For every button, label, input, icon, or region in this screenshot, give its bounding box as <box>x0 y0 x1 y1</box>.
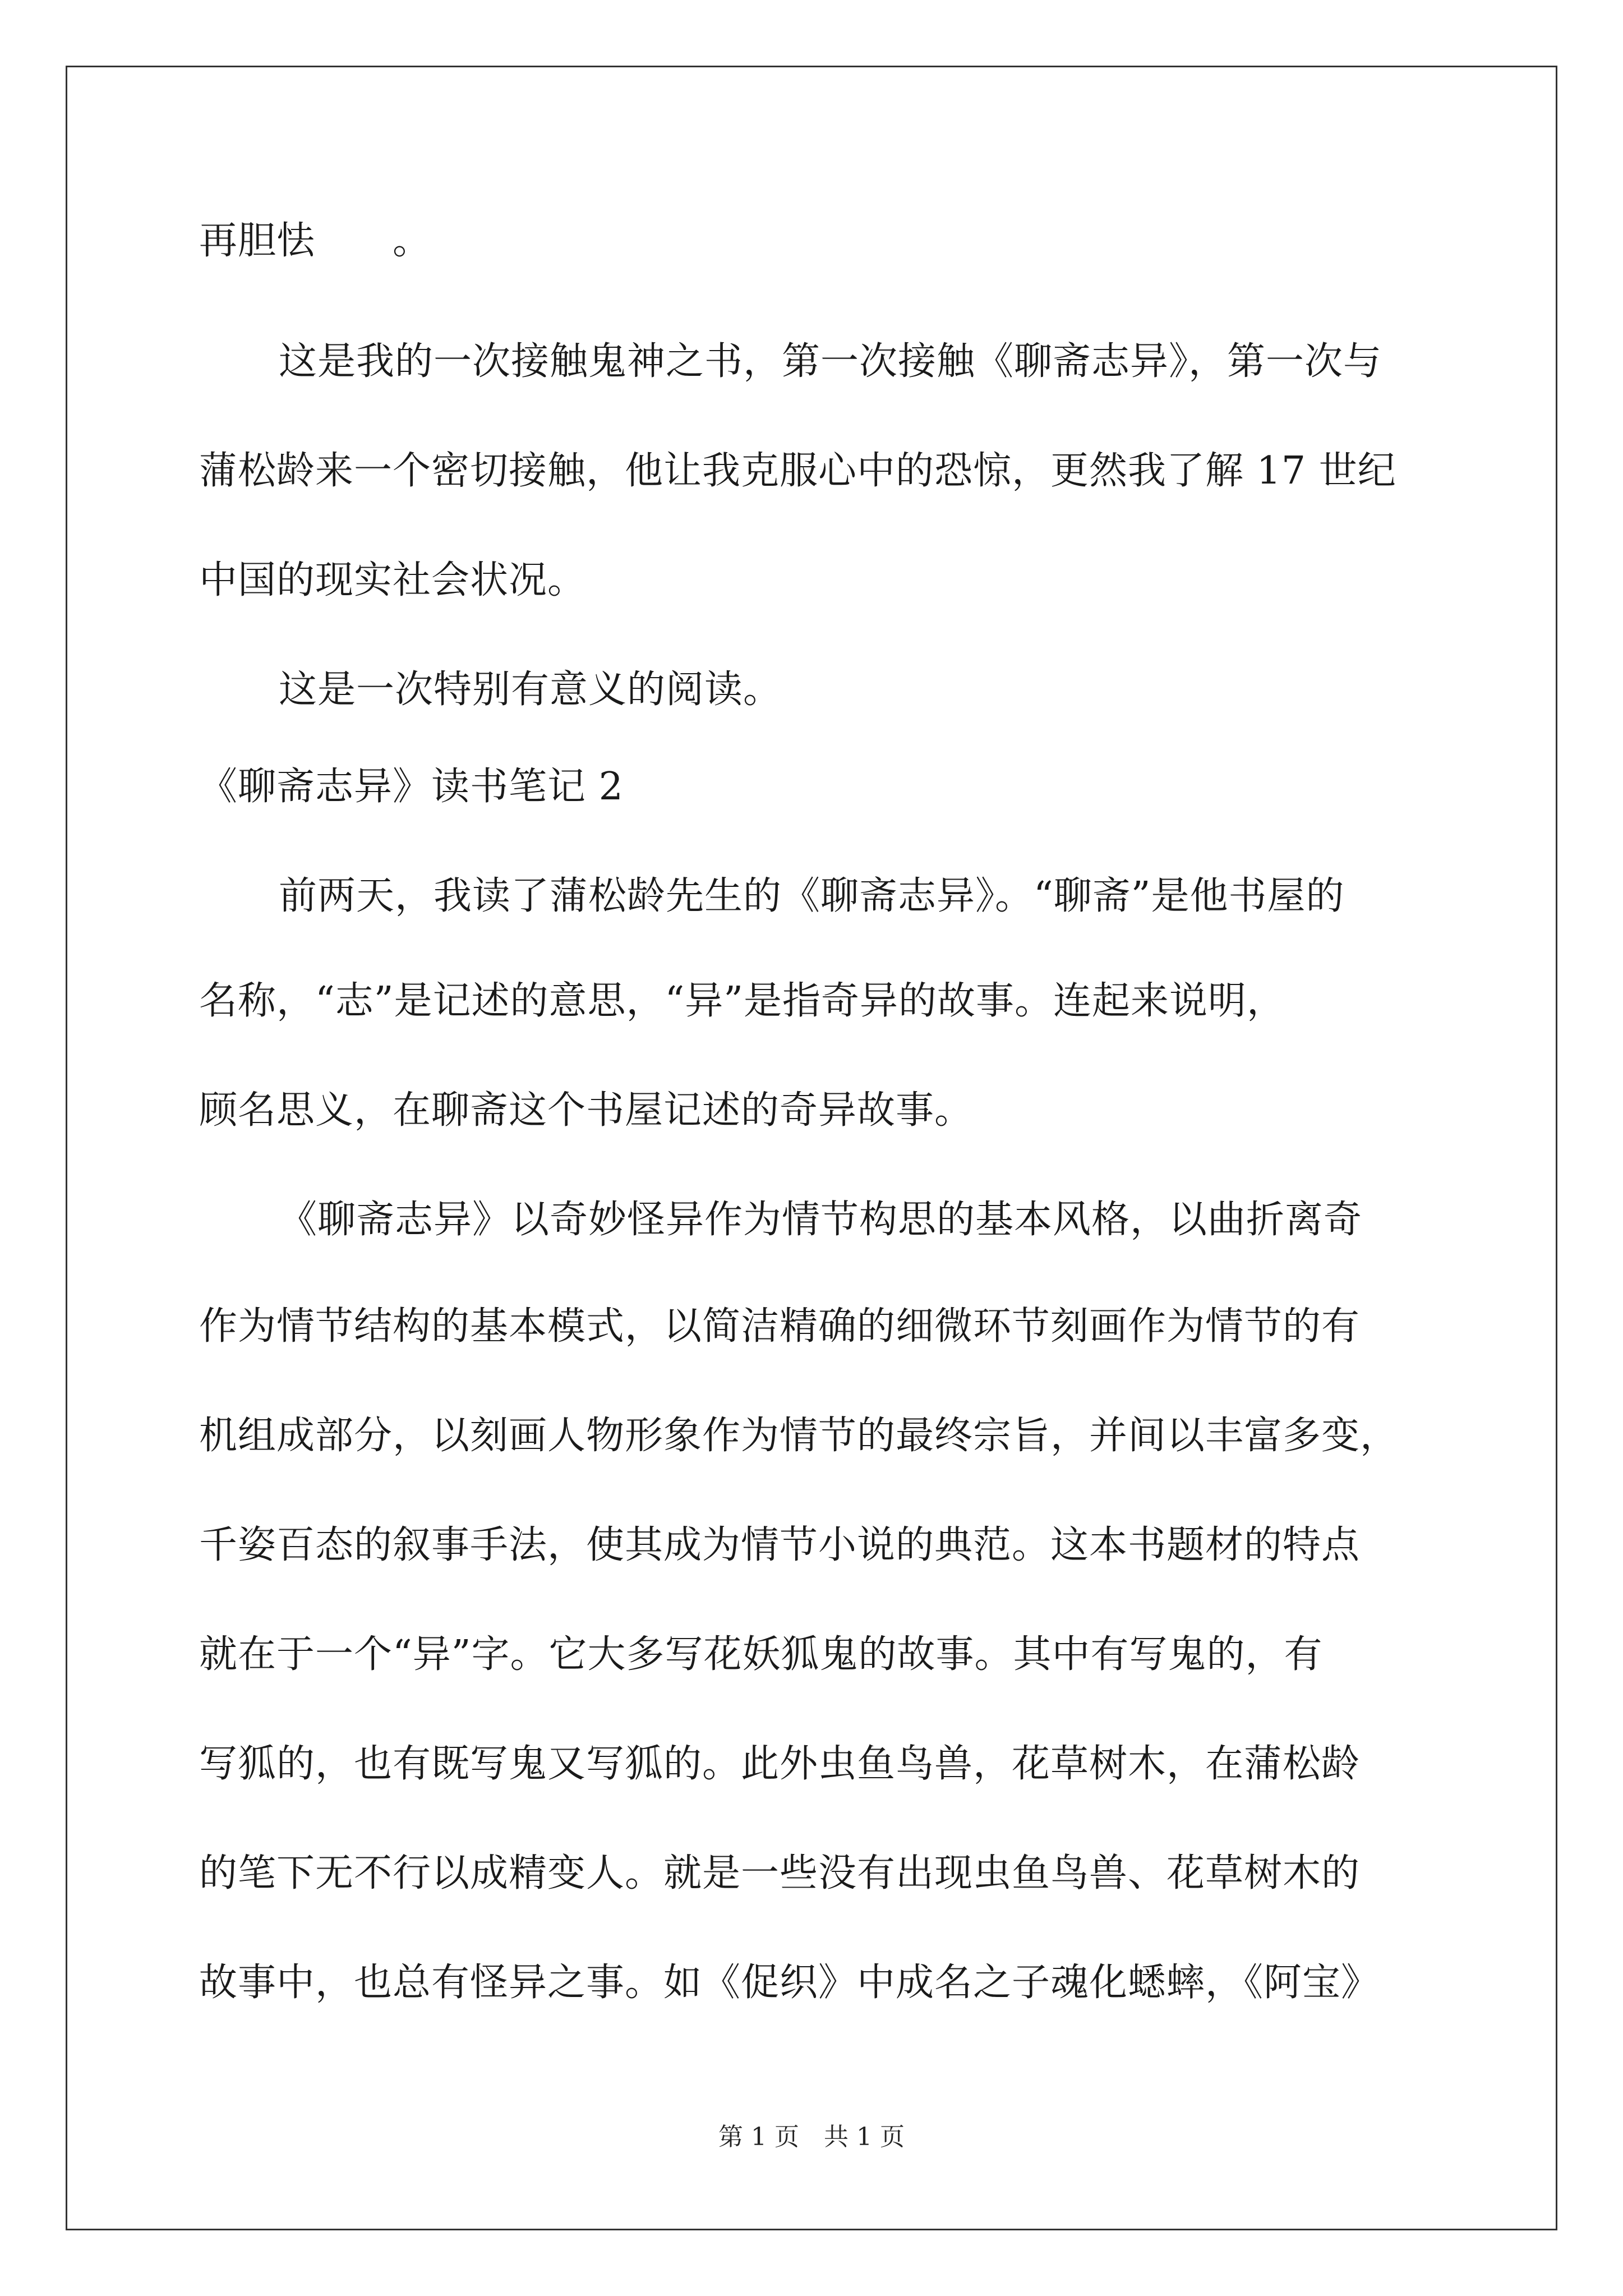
body-line: 顾名思义，在聊斋这个书屋记述的奇异故事。 <box>199 1088 974 1133</box>
body-line: 机组成部分，以刻画人物形象作为情节的最终宗旨，并间以丰富多变， <box>199 1414 1399 1458</box>
body-line: 名称，“志”是记述的意思，“异”是指奇异的故事。连起来说明， <box>199 979 1286 1023</box>
page-footer: 第 1 页 共 1 页 <box>718 2123 905 2151</box>
body-line: 就在于一个“异”字。它大多写花妖狐鬼的故事。其中有写鬼的，有 <box>199 1632 1323 1677</box>
body-line: 千姿百态的叙事手法，使其成为情节小说的典范。这本书题材的特点 <box>199 1523 1361 1567</box>
body-line: 作为情节结构的基本模式，以简洁精确的细微环节刻画作为情节的有 <box>199 1304 1361 1349</box>
body-line: 《聊斋志异》以奇妙怪异作为情节构思的基本风格，以曲折离奇 <box>279 1198 1363 1242</box>
section-heading: 《聊斋志异》读书笔记 2 <box>199 765 624 809</box>
body-line: 写狐的，也有既写鬼又写狐的。此外虫鱼鸟兽，花草树木，在蒲松龄 <box>199 1742 1361 1786</box>
body-line: 蒲松龄来一个密切接触，他让我克服心中的恐惊，更然我了解 17 世纪 <box>199 449 1396 493</box>
body-line: 的笔下无不行以成精变人。就是一些没有出现虫鱼鸟兽、花草树木的 <box>199 1851 1361 1895</box>
body-line: 这是一次特别有意义的阅读。 <box>279 668 782 712</box>
body-line: 前两天，我读了蒲松龄先生的《聊斋志异》。“聊斋”是他书屋的 <box>279 874 1345 918</box>
body-line: 再胆怯 。 <box>199 219 432 263</box>
body-line: 故事中，也总有怪异之事。如《促织》中成名之子魂化蟋蟀，《阿宝》 <box>199 1961 1380 2005</box>
page-border <box>66 66 1557 2230</box>
body-line: 中国的现实社会状况。 <box>199 558 587 602</box>
body-line: 这是我的一次接触鬼神之书，第一次接触《聊斋志异》，第一次与 <box>279 339 1382 384</box>
